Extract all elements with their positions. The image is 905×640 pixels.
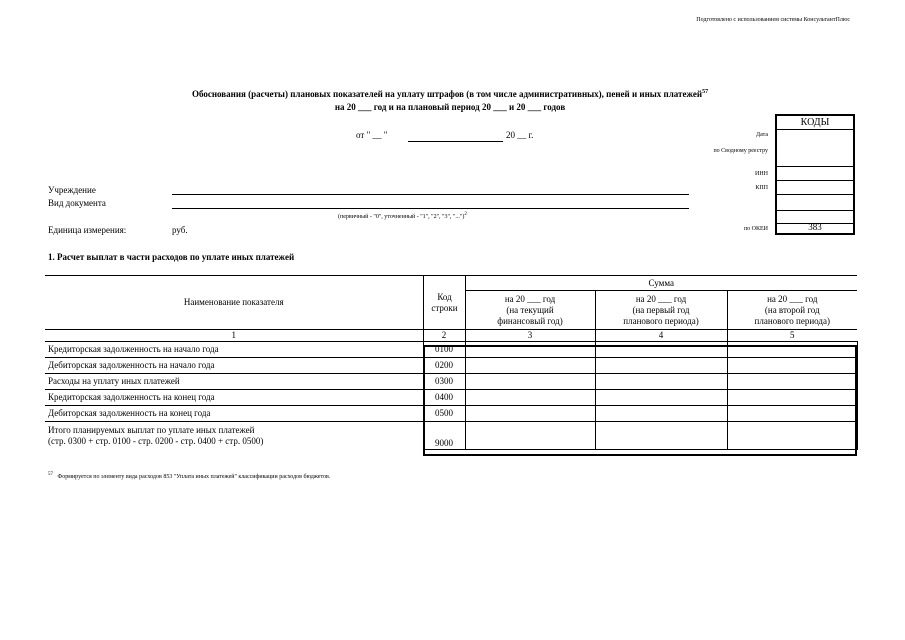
row-value-current[interactable]: [465, 358, 595, 374]
col-name-header: Наименование показателя: [45, 276, 423, 330]
table-row-total: [45, 422, 857, 450]
row-value-second[interactable]: [727, 390, 857, 406]
row-name: Дебиторская задолженность на начало года: [45, 358, 423, 374]
table-row: [45, 358, 857, 374]
table-row: [45, 406, 857, 422]
row-value-first[interactable]: [595, 390, 727, 406]
doc-type-line[interactable]: [172, 208, 689, 209]
col-num-3: 3: [465, 330, 595, 342]
row-value-second[interactable]: [727, 342, 857, 358]
row-name: Расходы на уплату иных платежей: [45, 374, 423, 390]
row-value-second[interactable]: [727, 406, 857, 422]
code-label-registry: по Сводному реестру: [713, 148, 768, 154]
row-value-current[interactable]: [465, 406, 595, 422]
codes-header: КОДЫ: [800, 117, 830, 128]
footnote: [48, 472, 330, 480]
watermark: Подготовлено с использованием системы КонсультантПлюс: [696, 17, 850, 23]
row-value-second[interactable]: [727, 374, 857, 390]
row-value-first[interactable]: [595, 342, 727, 358]
sum-col-first: [595, 291, 727, 330]
row-code: 0400: [423, 390, 465, 406]
row-name: Кредиторская задолженность на конец года: [45, 390, 423, 406]
section-title: 1. Расчет выплат в части расходов по уплате иных платежей: [48, 252, 295, 262]
title-footnote-mark: 57: [702, 89, 709, 95]
doc-type-hint-text: (первичный - "0", уточненный - "1", "2", "3", "..."): [338, 214, 465, 220]
sum-col-current-l1: на 20 ___ год: [504, 293, 556, 304]
total-value-second[interactable]: [727, 422, 857, 450]
institution-line[interactable]: [172, 194, 689, 195]
row-name: Дебиторская задолженность на конец года: [45, 406, 423, 422]
code-label-inn: ИНН: [755, 171, 768, 177]
doc-type-hint-sup: 2: [464, 212, 467, 217]
row-code: 0100: [423, 342, 465, 358]
row-code: 0300: [423, 374, 465, 390]
row-value-current[interactable]: [465, 390, 595, 406]
row-value-first[interactable]: [595, 358, 727, 374]
code-label-date: Дата: [756, 132, 768, 138]
row-code: 0500: [423, 406, 465, 422]
table-row: [45, 390, 857, 406]
sum-col-current-l2: (на текущий: [506, 304, 554, 315]
row-code: 0200: [423, 358, 465, 374]
total-row-name-l1: Итого планируемых выплат по уплате иных платежей: [48, 424, 255, 435]
sum-col-second-l1: на 20 ___ год: [767, 293, 818, 304]
sum-col-current-l3: финансовый год): [497, 315, 563, 326]
sum-col-first-l1: на 20 ___ год: [635, 293, 687, 304]
sum-col-second-l2: (на второй год: [764, 304, 820, 315]
doc-type-hint: [338, 212, 467, 220]
table-row: [45, 374, 857, 390]
col-num-2: 2: [423, 330, 465, 342]
doc-type-label: Вид документа: [48, 198, 106, 208]
total-row-name: [45, 422, 423, 450]
col-code-text: Код строки: [431, 291, 458, 313]
col-num-5: 5: [727, 330, 857, 342]
title-line2: на 20 ___ год и на плановый период 20 ___ и 20 ___ годов: [334, 102, 566, 112]
col-num-4: 4: [595, 330, 727, 342]
total-value-current[interactable]: [465, 422, 595, 450]
date-year: 20 __ г.: [506, 130, 534, 140]
date-month-line[interactable]: [408, 141, 503, 142]
row-value-second[interactable]: [727, 358, 857, 374]
row-value-first[interactable]: [595, 406, 727, 422]
payments-table: [45, 275, 858, 450]
unit-value: руб.: [172, 225, 188, 235]
footnote-mark: 57: [48, 472, 53, 477]
row-value-current[interactable]: [465, 374, 595, 390]
sum-col-current: [465, 291, 595, 330]
sum-col-first-l2: (на первый год: [632, 304, 690, 315]
institution-label: Учреждение: [48, 185, 96, 195]
row-value-first[interactable]: [595, 374, 727, 390]
row-name: Кредиторская задолженность на начало года: [45, 342, 423, 358]
total-row-code: 9000: [423, 422, 465, 450]
row-value-current[interactable]: [465, 342, 595, 358]
codes-box: [775, 114, 855, 235]
total-value-first[interactable]: [595, 422, 727, 450]
table-row: [45, 342, 857, 358]
col-code-header: [423, 276, 465, 330]
sum-col-second: [727, 291, 857, 330]
total-row-name-l2: (стр. 0300 + стр. 0100 - стр. 0200 - стр. 0400 + стр. 0500): [48, 435, 264, 446]
okei-value[interactable]: 383: [808, 222, 822, 232]
code-label-kpp: КПП: [755, 185, 768, 191]
col-num-1: 1: [45, 330, 423, 342]
date-prefix: от " __ ": [356, 130, 388, 140]
sum-col-first-l3: планового периода): [623, 315, 699, 326]
title-line1: Обоснования (расчеты) плановых показателей на уплату штрафов (в том числе административных), пеней и иных платежей: [191, 89, 703, 99]
form-title: [100, 89, 800, 99]
unit-label: Единица измерения:: [48, 225, 127, 235]
code-label-okei: по ОКЕИ: [743, 226, 768, 232]
footnote-text: Формируется по элементу вида расходов 853 "Уплата иных платежей" классификации расходов бюджетов.: [57, 474, 331, 480]
sum-col-second-l3: планового периода): [754, 315, 830, 326]
col-sum-header: Сумма: [465, 276, 857, 291]
